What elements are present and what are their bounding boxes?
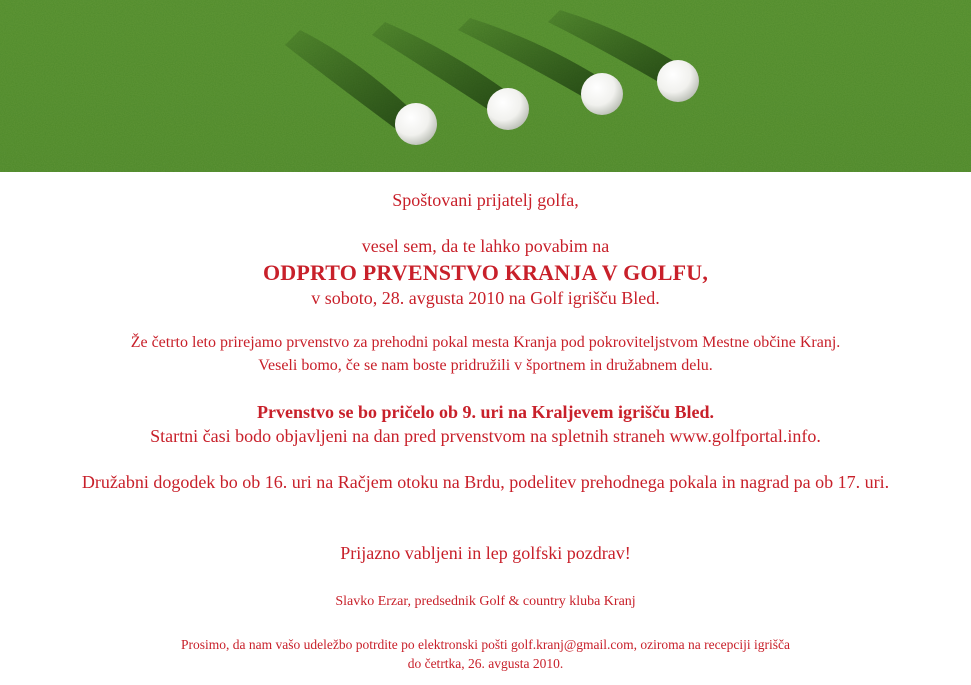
greeting: Spoštovani prijatelj golfa, (392, 190, 579, 210)
rsvp-line1: Prosimo, da nam vašo udeležbo potrdite po elektronski pošti golf.kranj@gmail.com, oziroma na recepciji igrišča (181, 637, 790, 652)
intro-text: vesel sem, da te lahko povabim na (361, 236, 610, 256)
rsvp-line2: do četrtka, 26. avgusta 2010. (407, 656, 564, 671)
event-title: ODPRTO PRVENSTVO KRANJA V GOLFU, (262, 260, 709, 285)
signature: Slavko Erzar, predsednik Golf & country kluba Kranj (335, 594, 636, 609)
golf-ball (657, 60, 699, 102)
paragraph1-line1: Že četrto leto prirejamo prvenstvo za prehodni pokal mesta Kranja pod pokroviteljstvom Mestne občine Kranj. (130, 334, 841, 351)
event-date: v soboto, 28. avgusta 2010 na Golf igrišču Bled. (311, 288, 660, 308)
golf-ball (487, 88, 529, 130)
start-times: Startni časi bodo objavljeni na dan pred prvenstvom na spletnih straneh www.golfportal.info. (150, 426, 821, 446)
golf-banner-image (0, 0, 971, 172)
golf-ball (395, 103, 437, 145)
start-info: Prvenstvo se bo pričelo ob 9. uri na Kraljevem igrišču Bled. (257, 402, 714, 422)
closing-text: Prijazno vabljeni in lep golfski pozdrav! (340, 543, 631, 563)
social-event: Družabni dogodek bo ob 16. uri na Račjem otoku na Brdu, podelitev prehodnega pokala in nagrad pa ob 17. uri. (81, 472, 890, 492)
paragraph1-line2: Veseli bomo, če se nam boste pridružili v športnem in družabnem delu. (258, 357, 713, 374)
golf-ball (581, 73, 623, 115)
